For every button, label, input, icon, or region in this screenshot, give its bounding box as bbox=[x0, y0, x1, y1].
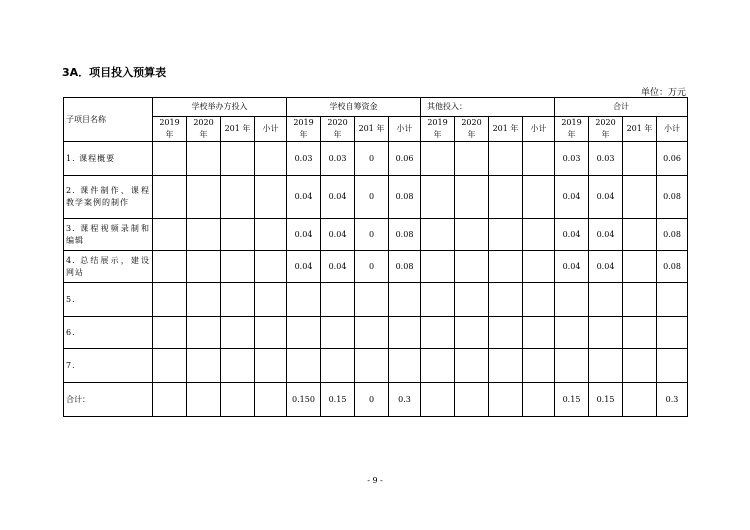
value-cell bbox=[657, 317, 688, 349]
sub-header-cell: 小计 bbox=[255, 117, 287, 142]
value-cell bbox=[187, 219, 221, 251]
value-cell bbox=[421, 142, 455, 176]
value-cell bbox=[221, 176, 255, 219]
value-cell bbox=[255, 383, 287, 417]
value-cell bbox=[355, 317, 389, 349]
value-cell bbox=[623, 317, 657, 349]
item-name-cell: 4. 总结展示，建设网站 bbox=[64, 251, 153, 283]
value-cell: 0 bbox=[355, 251, 389, 283]
value-cell: 0.03 bbox=[287, 142, 321, 176]
sub-header-cell: 201 年 bbox=[355, 117, 389, 142]
value-cell bbox=[489, 251, 523, 283]
value-cell bbox=[153, 349, 187, 383]
value-cell bbox=[255, 251, 287, 283]
value-cell: 0.08 bbox=[657, 176, 688, 219]
value-cell bbox=[153, 176, 187, 219]
page-number: - 9 - bbox=[367, 476, 383, 485]
value-cell bbox=[489, 142, 523, 176]
value-cell: 0.15 bbox=[321, 383, 355, 417]
value-cell: 0.04 bbox=[321, 176, 355, 219]
value-cell bbox=[255, 176, 287, 219]
value-cell bbox=[421, 251, 455, 283]
value-cell: 0.04 bbox=[589, 251, 623, 283]
value-cell bbox=[153, 219, 187, 251]
value-cell bbox=[623, 283, 657, 317]
value-cell bbox=[421, 176, 455, 219]
value-cell bbox=[523, 219, 555, 251]
value-cell bbox=[523, 176, 555, 219]
value-cell bbox=[455, 176, 489, 219]
value-cell bbox=[657, 349, 688, 383]
value-cell bbox=[421, 349, 455, 383]
value-cell bbox=[187, 251, 221, 283]
value-cell bbox=[523, 142, 555, 176]
value-cell bbox=[389, 349, 421, 383]
value-cell: 0.03 bbox=[589, 142, 623, 176]
value-cell bbox=[255, 219, 287, 251]
value-cell: 0.08 bbox=[389, 251, 421, 283]
item-name-cell: 7. bbox=[64, 349, 153, 383]
value-cell bbox=[221, 317, 255, 349]
value-cell bbox=[187, 283, 221, 317]
value-cell bbox=[355, 349, 389, 383]
value-cell bbox=[455, 349, 489, 383]
item-name-cell: 合计： bbox=[64, 383, 153, 417]
value-cell: 0.3 bbox=[389, 383, 421, 417]
value-cell: 0.03 bbox=[321, 142, 355, 176]
value-cell bbox=[221, 142, 255, 176]
total-row bbox=[64, 383, 688, 417]
value-cell bbox=[623, 349, 657, 383]
value-cell bbox=[421, 383, 455, 417]
value-cell bbox=[321, 349, 355, 383]
value-cell bbox=[523, 317, 555, 349]
value-cell bbox=[623, 251, 657, 283]
value-cell: 0.04 bbox=[589, 219, 623, 251]
value-cell: 0.150 bbox=[287, 383, 321, 417]
value-cell bbox=[455, 283, 489, 317]
value-cell bbox=[355, 283, 389, 317]
value-cell bbox=[489, 176, 523, 219]
value-cell bbox=[523, 383, 555, 417]
sub-header-cell: 2020 年 bbox=[321, 117, 355, 142]
sub-header-cell: 2019 年 bbox=[153, 117, 187, 142]
value-cell bbox=[489, 219, 523, 251]
page-title: 3A．项目投入预算表 bbox=[62, 66, 167, 79]
item-name-cell: 5. bbox=[64, 283, 153, 317]
value-cell: 0.06 bbox=[657, 142, 688, 176]
value-cell bbox=[623, 142, 657, 176]
value-cell bbox=[455, 317, 489, 349]
value-cell bbox=[455, 251, 489, 283]
value-cell: 0.08 bbox=[657, 219, 688, 251]
value-cell bbox=[455, 219, 489, 251]
item-name-cell: 2. 课件制作、课程教学案例的制作 bbox=[64, 176, 153, 219]
value-cell bbox=[555, 349, 589, 383]
value-cell: 0.08 bbox=[657, 251, 688, 283]
value-cell bbox=[153, 317, 187, 349]
value-cell bbox=[187, 142, 221, 176]
value-cell bbox=[187, 383, 221, 417]
sub-header-cell: 2020 年 bbox=[589, 117, 623, 142]
value-cell bbox=[489, 317, 523, 349]
value-cell: 0 bbox=[355, 383, 389, 417]
value-cell bbox=[455, 383, 489, 417]
group-header-other: 其他投入： bbox=[421, 98, 555, 117]
value-cell bbox=[421, 317, 455, 349]
budget-table bbox=[63, 97, 688, 417]
value-cell bbox=[255, 349, 287, 383]
value-cell bbox=[421, 219, 455, 251]
value-cell: 0.03 bbox=[555, 142, 589, 176]
item-name-cell: 1. 课程概要 bbox=[64, 142, 153, 176]
value-cell: 0.3 bbox=[657, 383, 688, 417]
group-header-sponsor: 学校举办方投入 bbox=[153, 98, 287, 117]
value-cell bbox=[389, 283, 421, 317]
value-cell bbox=[221, 349, 255, 383]
value-cell bbox=[153, 142, 187, 176]
value-cell bbox=[287, 317, 321, 349]
sub-header-cell: 2019 年 bbox=[287, 117, 321, 142]
value-cell bbox=[589, 317, 623, 349]
table-row bbox=[64, 317, 688, 349]
table-row bbox=[64, 219, 688, 251]
group-header-self-raised: 学校自筹资金 bbox=[287, 98, 421, 117]
sub-header-cell: 2020 年 bbox=[187, 117, 221, 142]
value-cell bbox=[657, 283, 688, 317]
value-cell bbox=[523, 283, 555, 317]
sub-header-row bbox=[64, 117, 688, 142]
value-cell: 0.04 bbox=[555, 219, 589, 251]
value-cell bbox=[421, 283, 455, 317]
value-cell bbox=[589, 349, 623, 383]
value-cell: 0 bbox=[355, 219, 389, 251]
value-cell bbox=[321, 283, 355, 317]
value-cell bbox=[287, 283, 321, 317]
value-cell: 0 bbox=[355, 176, 389, 219]
value-cell bbox=[153, 251, 187, 283]
sub-header-cell: 2020 年 bbox=[455, 117, 489, 142]
table-row bbox=[64, 251, 688, 283]
value-cell bbox=[623, 176, 657, 219]
sub-header-cell: 2019 年 bbox=[421, 117, 455, 142]
value-cell bbox=[221, 383, 255, 417]
value-cell bbox=[153, 383, 187, 417]
value-cell bbox=[287, 349, 321, 383]
value-cell: 0.04 bbox=[555, 251, 589, 283]
value-cell bbox=[489, 383, 523, 417]
value-cell bbox=[255, 142, 287, 176]
value-cell bbox=[221, 219, 255, 251]
table-row bbox=[64, 283, 688, 317]
value-cell: 0.04 bbox=[287, 176, 321, 219]
value-cell bbox=[321, 317, 355, 349]
value-cell: 0.15 bbox=[555, 383, 589, 417]
value-cell bbox=[187, 317, 221, 349]
item-name-cell: 3. 课程视频录制和编辑 bbox=[64, 219, 153, 251]
value-cell: 0.06 bbox=[389, 142, 421, 176]
sub-header-cell: 小计 bbox=[657, 117, 688, 142]
value-cell: 0.04 bbox=[287, 251, 321, 283]
value-cell: 0.04 bbox=[589, 176, 623, 219]
value-cell bbox=[623, 219, 657, 251]
value-cell: 0.08 bbox=[389, 219, 421, 251]
value-cell bbox=[187, 176, 221, 219]
sub-header-cell: 201 年 bbox=[489, 117, 523, 142]
table-row bbox=[64, 142, 688, 176]
value-cell bbox=[455, 142, 489, 176]
sub-header-cell: 201 年 bbox=[623, 117, 657, 142]
value-cell: 0.08 bbox=[389, 176, 421, 219]
value-cell: 0 bbox=[355, 142, 389, 176]
value-cell bbox=[221, 283, 255, 317]
sub-header-cell: 201 年 bbox=[221, 117, 255, 142]
unit-label: 单位：万元 bbox=[640, 88, 686, 98]
table-row bbox=[64, 176, 688, 219]
value-cell: 0.04 bbox=[321, 251, 355, 283]
sub-header-cell: 小计 bbox=[389, 117, 421, 142]
value-cell bbox=[555, 317, 589, 349]
sub-header-cell: 2019 年 bbox=[555, 117, 589, 142]
value-cell bbox=[255, 283, 287, 317]
value-cell: 0.04 bbox=[321, 219, 355, 251]
value-cell bbox=[187, 349, 221, 383]
value-cell bbox=[489, 283, 523, 317]
value-cell bbox=[623, 383, 657, 417]
value-cell: 0.15 bbox=[589, 383, 623, 417]
value-cell bbox=[255, 317, 287, 349]
sub-header-cell: 小计 bbox=[523, 117, 555, 142]
value-cell bbox=[555, 283, 589, 317]
item-name-cell: 6. bbox=[64, 317, 153, 349]
value-cell bbox=[489, 349, 523, 383]
value-cell: 0.04 bbox=[287, 219, 321, 251]
table-row bbox=[64, 349, 688, 383]
group-header-total: 合计 bbox=[555, 98, 688, 117]
value-cell bbox=[589, 283, 623, 317]
value-cell bbox=[523, 349, 555, 383]
value-cell bbox=[389, 317, 421, 349]
value-cell bbox=[153, 283, 187, 317]
value-cell bbox=[523, 251, 555, 283]
table-body bbox=[64, 142, 688, 417]
value-cell: 0.04 bbox=[555, 176, 589, 219]
row-header-cell: 子项目名称 bbox=[64, 98, 153, 142]
value-cell bbox=[221, 251, 255, 283]
